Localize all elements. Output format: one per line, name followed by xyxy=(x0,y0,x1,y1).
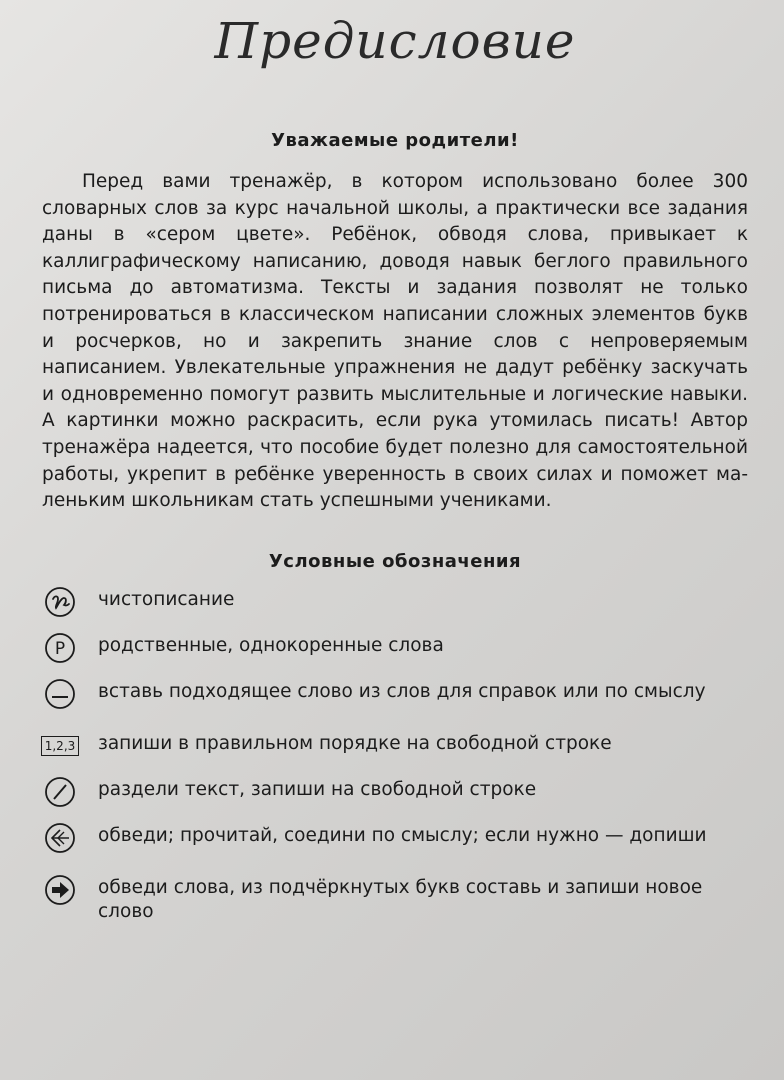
legend-item xyxy=(42,632,748,664)
svg-text:Р: Р xyxy=(54,638,66,659)
legend-item-text: вставь подходящее слово из слов для справок или по смыслу xyxy=(98,680,706,702)
page-title: Предисловие xyxy=(214,12,576,70)
blank-line-circle-icon xyxy=(42,678,78,710)
ordering-box-icon xyxy=(42,730,78,762)
legend-title: Условные обозначения xyxy=(268,550,522,572)
cursive-stroke-circle-icon xyxy=(42,586,78,618)
arrow-right-filled-circle-icon xyxy=(42,874,78,906)
intro-paragraph: Перед вами тренажёр, в котором использовано более 300 словарных слов за курс начальной школы, а практически все задания даны в «сером цвете». Ребёнок, обводя слова, привыкает к каллиграфическому написанию, доводя навык беглого правильного письма до автоматизма. Тексты и задания позволят не только потренироваться в классическом написании сложных элементов букв и росчерков, но и закрепить знание слов с непроверяемым написанием. Увлекательные упражнения не дадут ребёнку заскучать и одновременно помогут развить мыслительные и логические навыки. А картинки можно раскрасить, если рука утомилась писать! Автор тренажёра надеется, что пособие будет полезно для самостоятельной работы, укрепит в ребёнке уверенность в своих силах и поможет маленьким школьникам стать успешными учениками. xyxy=(42,171,748,512)
arrow-left-circle-icon xyxy=(42,822,78,854)
legend-item xyxy=(42,874,748,924)
legend-item-text: обведи слова, из подчёркнутых букв составь и запиши новое слово xyxy=(98,876,703,922)
legend-item-text: обведи; прочитай, соедини по смыслу; если нужно — допиши xyxy=(98,824,707,846)
legend-list xyxy=(42,586,748,924)
greeting-heading: Уважаемые родители! xyxy=(271,130,519,151)
legend-item-text: чистописание xyxy=(98,588,235,610)
legend-item-text: раздели текст, запиши на свободной строке xyxy=(98,778,537,800)
legend-item xyxy=(42,730,748,762)
ordering-box-label: 1,2,3 xyxy=(41,736,80,756)
letter-p-circle-icon xyxy=(42,632,78,664)
legend-item xyxy=(42,776,748,808)
legend-item xyxy=(42,678,748,710)
legend-item-text: запиши в правильном порядке на свободной строке xyxy=(98,732,612,754)
legend-item-text: родственные, однокоренные слова xyxy=(98,634,444,656)
slash-circle-icon xyxy=(42,776,78,808)
legend-item xyxy=(42,586,748,618)
legend-item xyxy=(42,822,748,854)
